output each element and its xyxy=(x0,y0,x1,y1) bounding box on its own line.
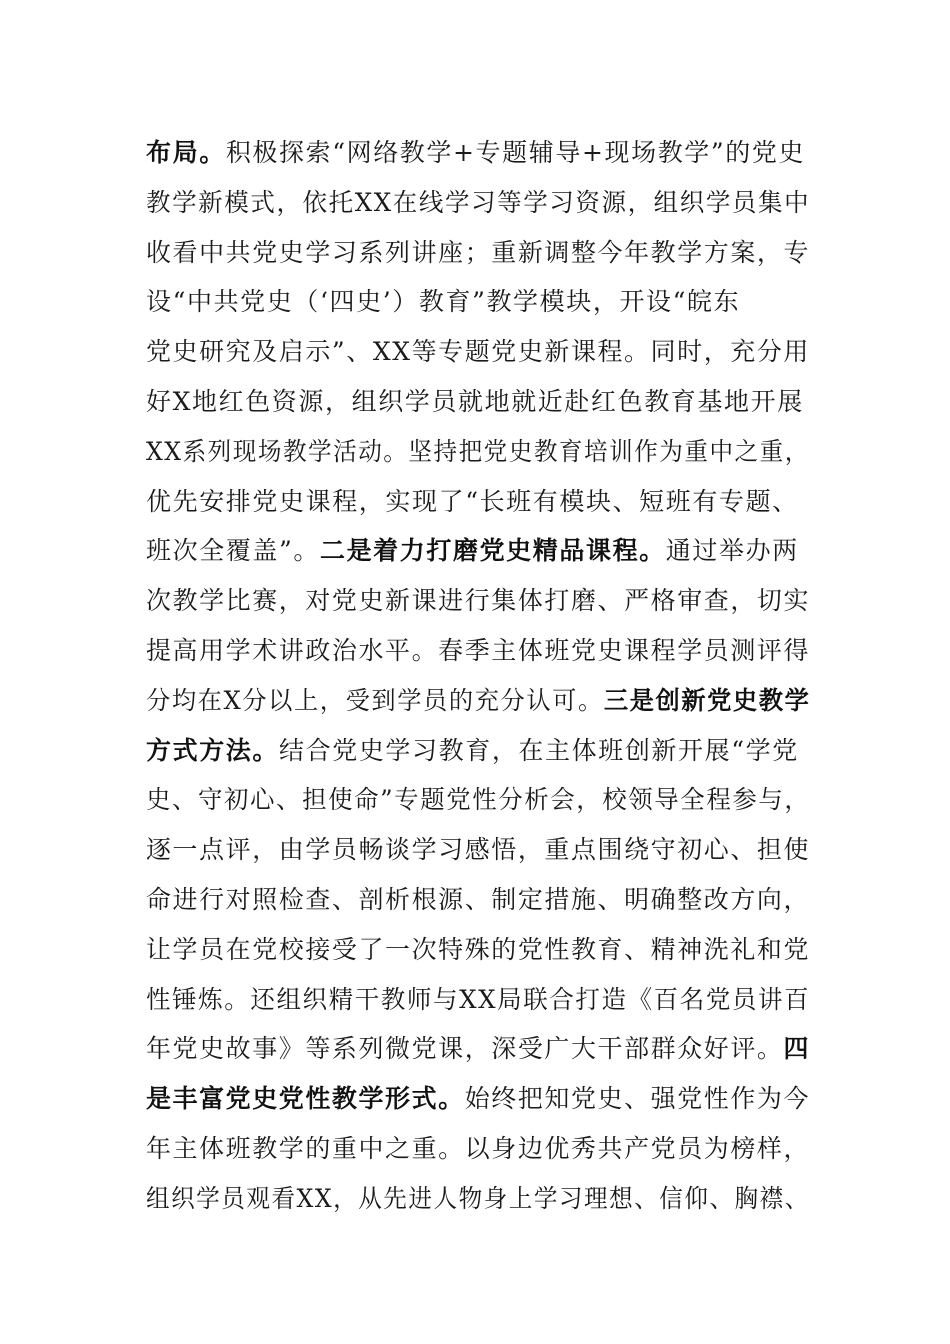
text-line xyxy=(146,178,811,228)
bold-heading-text: 是丰富党史党性教学形式。 xyxy=(146,1084,465,1114)
text-line xyxy=(146,1174,810,1224)
body-text: 提高用学术讲政治水平。春季主体班党史课程学员测评得 xyxy=(146,635,811,665)
body-text: 班次全覆盖”。 xyxy=(146,536,320,566)
body-text: 让学员在党校接受了一次特殊的党性教育、精神洗礼和党 xyxy=(146,934,811,964)
text-line xyxy=(146,128,810,178)
body-text: 教学新模式，依托XX在线学习等学习资源，组织学员集中 xyxy=(146,187,811,217)
text-line xyxy=(146,676,811,726)
text-line xyxy=(146,576,809,626)
text-line xyxy=(146,726,810,776)
body-text: 积极探索“网络教学+专题辅导+现场教学”的党史 xyxy=(225,138,806,167)
body-text: 党史研究及启示”、XX等专题党史新课程。同时，充分用 xyxy=(146,337,810,367)
body-text: XX系列现场教学活动。坚持把党史教育培训作为重中之重， xyxy=(146,436,810,466)
body-text: 好X地红色资源，组织学员就地就近赴红色教育基地开展 xyxy=(146,386,804,416)
text-line xyxy=(146,228,809,278)
body-text: 组织学员观看XX，从先进人物身上学习理想、信仰、胸襟、 xyxy=(146,1183,810,1213)
text-line xyxy=(146,427,810,477)
text-line xyxy=(146,327,809,377)
text-line xyxy=(146,825,809,875)
body-text: 性锤炼。还组织精干教师与XX局联合打造《百名党员讲百 xyxy=(146,984,811,1014)
body-text: 年党史故事》等系列微党课，深受广大干部群众好评。 xyxy=(146,1034,784,1064)
body-text: 年主体班教学的重中之重。以身边优秀共产党员为榜样， xyxy=(146,1133,811,1163)
bold-heading-text: 二是着力打磨党史精品课程。 xyxy=(319,536,666,566)
body-text: 逐一点评，由学员畅谈学习感悟，重点围绕守初心、担使 xyxy=(146,835,811,865)
body-text: 收看中共党史学习系列讲座；重新调整今年教学方案，专 xyxy=(146,237,811,267)
text-line xyxy=(146,925,809,975)
bold-heading-text: 方式方法。 xyxy=(146,735,280,765)
body-text: 史、守初心、担使命”专题党性分析会，校领导全程参与， xyxy=(146,785,811,815)
text-line xyxy=(146,1024,809,1074)
document-body-text xyxy=(146,128,810,1224)
body-text: 始终把知党史、强党性作为今 xyxy=(464,1084,811,1114)
text-line xyxy=(146,975,811,1025)
bold-heading-text: 布局。 xyxy=(146,138,226,167)
text-line xyxy=(146,775,811,825)
body-text: 通过举办两 xyxy=(665,536,799,566)
text-line xyxy=(146,875,809,925)
text-line xyxy=(146,1074,809,1124)
text-line xyxy=(146,526,810,576)
text-line xyxy=(146,477,810,527)
text-line xyxy=(146,626,809,676)
body-text: 次教学比赛，对党史新课进行集体打磨、严格审查，切实 xyxy=(146,586,811,616)
body-text: 优先安排党史课程，实现了“长班有模块、短班有专题、 xyxy=(146,486,799,516)
body-text: 结合党史学习教育，在主体班创新开展“学党 xyxy=(279,735,799,765)
body-text: 命进行对照检查、剖析根源、制定措施、明确整改方向， xyxy=(146,884,811,914)
bold-heading-text: 三是创新党史教学 xyxy=(603,685,811,715)
bold-heading-text: 四 xyxy=(783,1034,811,1064)
body-text: 分均在X分以上，受到学员的充分认可。 xyxy=(146,685,604,715)
text-line xyxy=(146,1124,809,1174)
body-text: 设“中共党史（‘四史’）教育”教学模块，开设“皖东 xyxy=(146,287,741,317)
text-line xyxy=(146,277,810,327)
text-line xyxy=(146,377,810,427)
